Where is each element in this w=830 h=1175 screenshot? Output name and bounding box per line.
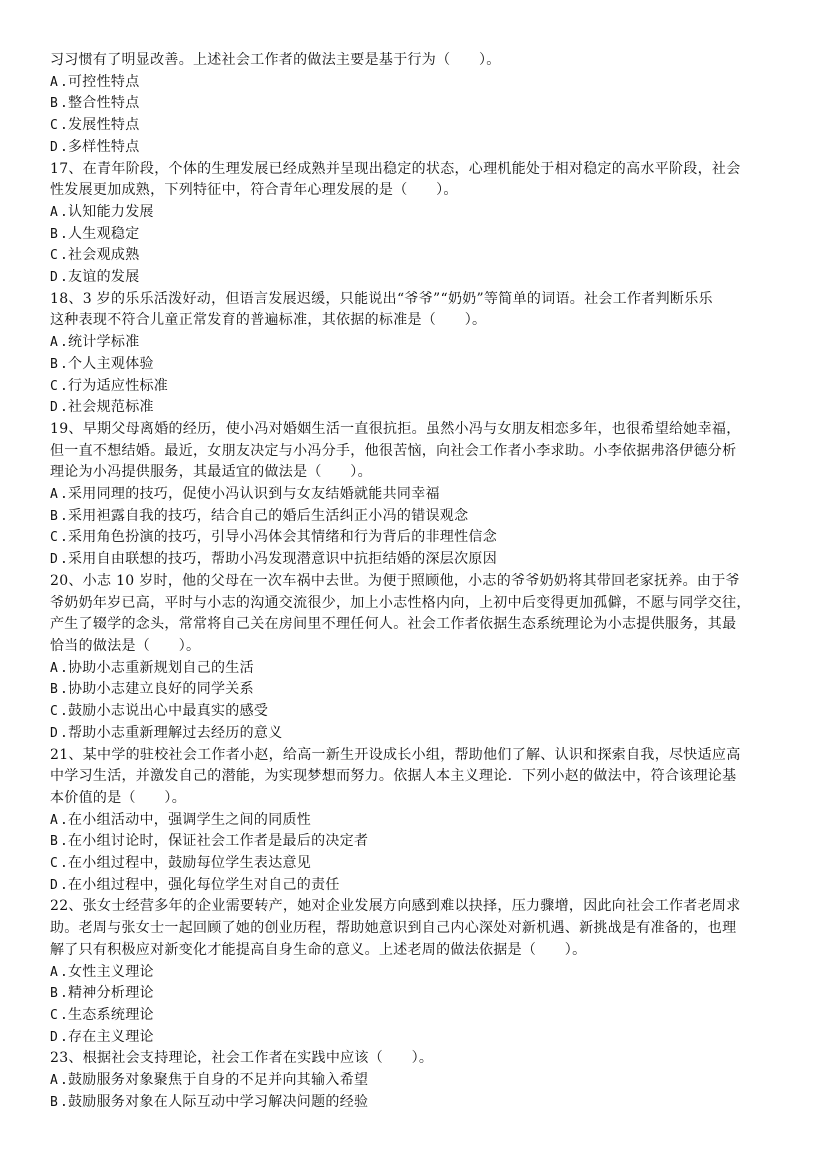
question-stem-line: 18、3 岁的乐乐活泼好动，但语言发展迟缓，只能说出“爷爷”“奶奶”等简单的词语。社会工作者判断乐乐 [50, 290, 713, 307]
question-19 [50, 419, 782, 571]
question-stem-line: 中学习生活，并激发自己的潜能，为实现梦想而努力。依据人本主义理论．下列小赵的做法中，符合该理论基 [50, 768, 737, 785]
question-stem-line: 22、张女士经营多年的企业需要转产，她对企业发展方向感到难以抉择，压力骤增，因此向社会工作者老周求 [50, 898, 741, 915]
question-stem-line: 21、某中学的驻校社会工作者小赵，给高一新生开设成长小组，帮助他们了解、认识和探索自我，尽快适应高 [50, 746, 741, 763]
option-b: B .在小组讨论时，保证社会工作者是最后的决定者 [50, 833, 369, 850]
option-c: C .鼓励小志说出心中最真实的感受 [50, 703, 269, 720]
option-d: D .存在主义理论 [50, 1028, 154, 1045]
question-21 [50, 745, 782, 897]
option-c: C .采用角色扮演的技巧，引导小冯体会其情绪和行为背后的非理性信念 [50, 529, 497, 546]
question-stem-line: 20、小志 10 岁时，他的父母在一次车祸中去世。为便于照顾他，小志的爷爷奶奶将其带回老家抚养。由于爷 [50, 572, 740, 589]
question-stem-line: 本价值的是（ ）。 [50, 789, 186, 806]
option-c: C .在小组过程中，鼓励每位学生表达意见 [50, 855, 312, 872]
option-a: A .统计学标准 [50, 334, 140, 351]
option-a: A .协助小志重新规划自己的生活 [50, 659, 254, 676]
question-stem-line: 产生了辍学的念头，常常将自己关在房间里不理任何人。社会工作者依据生态系统理论为小志提供服务，其最 [50, 616, 737, 633]
question-stem-line: 但一直不想结婚。最近，女朋友决定与小冯分手，他很苦恼，向社会工作者小李求助。小李依据弗洛伊德分析 [50, 442, 737, 459]
option-b: B .精神分析理论 [50, 985, 154, 1002]
option-b: B .个人主观体验 [50, 355, 154, 372]
option-d: D .友谊的发展 [50, 269, 140, 286]
option-d: D .多样性特点 [50, 138, 140, 155]
question-stem-line: 恰当的做法是（ ）。 [50, 637, 201, 654]
option-a: A .采用同理的技巧，促使小冯认识到与女友结婚就能共同幸福 [50, 486, 440, 503]
option-a: A .认知能力发展 [50, 203, 154, 220]
question-stem-line: 解了只有积极应对新变化才能提高自身生命的意义。上述老周的做法依据是（ ）。 [50, 941, 587, 958]
question-stem-line: 这种表现不符合儿童正常发育的普遍标准，其依据的标准是（ ）。 [50, 312, 487, 329]
question-stem-line: 助。老周与张女士一起回顾了她的创业历程，帮助她意识到自己内心深处对新机遇、新挑战是有准备的，也理 [50, 920, 737, 937]
question-stem-line: 23、根据社会支持理论，社会工作者在实践中应该（ ）。 [50, 1050, 434, 1067]
question-18 [50, 289, 782, 419]
option-a: A .在小组活动中，强调学生之间的同质性 [50, 811, 312, 828]
question-23 [50, 1048, 782, 1113]
question-16-continuation [50, 50, 782, 159]
option-b: B .人生观稳定 [50, 225, 140, 242]
option-c: C .行为适应性标准 [50, 377, 169, 394]
question-22 [50, 896, 782, 1048]
option-b: B .采用袒露自我的技巧，结合自己的婚后生活纠正小冯的错误观念 [50, 507, 469, 524]
option-c: C .社会观成熟 [50, 247, 140, 264]
option-d: D .采用自由联想的技巧，帮助小冯发现潜意识中抗拒结婚的深层次原因 [50, 551, 497, 568]
option-a: A .可控性特点 [50, 73, 140, 90]
question-stem-line: 习习惯有了明显改善。上述社会工作者的做法主要是基于行为（ ）。 [50, 52, 501, 68]
option-b: B .协助小志建立良好的同学关系 [50, 681, 254, 698]
question-stem-line: 理论为小冯提供服务，其最适宜的做法是（ ）。 [50, 464, 372, 481]
option-c: C .生态系统理论 [50, 1006, 154, 1023]
option-d: D .帮助小志重新理解过去经历的意义 [50, 724, 283, 741]
option-a: A .鼓励服务对象聚焦于自身的不足并向其输入希望 [50, 1072, 369, 1089]
question-stem-line: 性发展更加成熟，下列特征中，符合青年心理发展的是（ ）。 [50, 182, 458, 199]
question-stem-line: 19、早期父母离婚的经历，使小冯对婚姻生活一直很抗拒。虽然小冯与女朋友相恋多年，也很希望给她幸福， [50, 420, 741, 437]
option-b: B .整合性特点 [50, 95, 140, 112]
option-d: D .社会规范标准 [50, 399, 154, 416]
question-20 [50, 571, 782, 745]
question-stem-line: 17、在青年阶段，个体的生理发展已经成熟并呈现出稳定的状态，心理机能处于相对稳定的高水平阶段，社会 [50, 160, 741, 177]
question-17 [50, 159, 782, 289]
option-a: A .女性主义理论 [50, 963, 154, 980]
option-c: C .发展性特点 [50, 117, 140, 134]
question-stem-line: 爷奶奶年岁已高，平时与小志的沟通交流很少，加上小志性格内向，上初中后变得更加孤僻，不愿与同学交往， [50, 594, 751, 611]
option-d: D .在小组过程中，强化每位学生对自己的责任 [50, 876, 340, 893]
document-page [50, 50, 782, 1113]
option-b: B .鼓励服务对象在人际互动中学习解决问题的经验 [50, 1093, 369, 1110]
